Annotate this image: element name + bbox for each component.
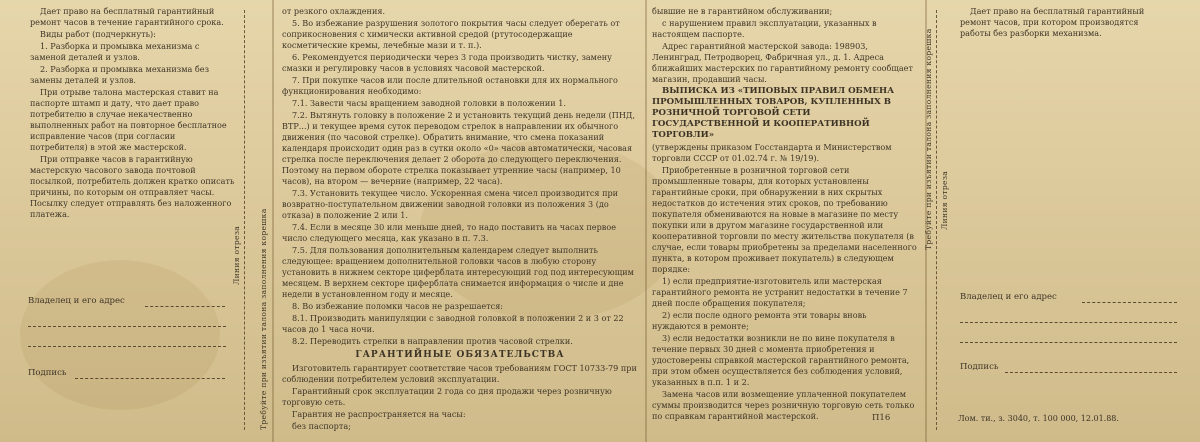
- owner-field-line: [28, 346, 226, 348]
- signature-field-line: [1005, 372, 1177, 374]
- owner-field-line: [28, 326, 226, 328]
- cut-line: [244, 10, 245, 430]
- owner-field-line: [960, 322, 1177, 324]
- owner-label: Владелец и его адрес: [28, 296, 125, 306]
- rules-heading: ВЫПИСКА ИЗ «ТИПОВЫХ ПРАВИЛ ОБМЕНА ПРОМЫШЛЕННЫХ ТОВАРОВ, КУПЛЕННЫХ В РОЗНИЧНОЙ ТОРГОВОЙ СЕТИ ГОСУДАРСТВЕННОЙ И КООПЕРАТИВНОЙ ТОРГОВЛИ»: [652, 86, 895, 140]
- owner-field-line: [960, 342, 1177, 344]
- owner-label: Владелец и его адрес: [960, 292, 1057, 302]
- paragraph: 7.4. Если в месяце 30 или меньше дней, то надо поставить на часах первое число следующего месяца, как указано в п. 7.3.: [282, 222, 616, 243]
- paragraph: 5. Во избежание разрушения золотого покрытия часы следует оберегать от соприкосновения с химически активной средой (ртутосодержащие косметические кремы, лечебные мази и т. п.).: [282, 18, 620, 50]
- stub-note: Требуйте при изъятии талона заполнения корешка: [259, 208, 268, 430]
- paragraph: 2. Разборка и промывка механизма без замены деталей и узлов.: [30, 64, 209, 85]
- paragraph: При отправке часов в гарантийную мастерскую часового завода почтовой посылкой, потребитель должен кратко описать причины, по которым он отправляет часы. Посылку следует отправлять без наложенного платежа.: [30, 154, 235, 219]
- paragraph: 1. Разборка и промывка механизма с заменой деталей и узлов.: [30, 41, 200, 62]
- warranty-section: [282, 347, 638, 439]
- signature-label: Подпись: [28, 368, 67, 378]
- paragraph: Гарантия не распространяется на часы:: [292, 409, 466, 419]
- paragraph: Дает право на бесплатный гарантийный ремонт часов в течение гарантийного срока.: [30, 6, 224, 27]
- fold-line: [645, 0, 647, 442]
- paragraph: без паспорта;: [292, 421, 351, 431]
- owner-field-line: [1082, 302, 1177, 304]
- paragraph: бывшие не в гарантийном обслуживании;: [652, 6, 833, 16]
- print-info: Лом. ти., з. 3040, т. 100 000, 12.01.88.: [958, 414, 1119, 423]
- stub-note: Требуйте при изъятии талона заполнения корешка: [924, 28, 933, 250]
- paragraph: При отрыве талона мастерская ставит на паспорте штамп и дату, что дает право потребителю в случае некачественно выполненных работ на повторное бесплатное исправление часов (при согласии потребителя) в этой же мастерской.: [30, 87, 227, 152]
- paragraph: 7.5. Для пользования дополнительным календарем следует выполнить следующее: вращением дополнительной головки часов в любую сторону установить в нижнем секторе циферблата интересующий год под интересующим месяцем. В верхнем секторе циферблата снимается информация о числе и дне недели в установленном году и месяце.: [282, 245, 634, 299]
- paragraph: 3) если недостатки возникли не по вине покупателя в течение первых 30 дней с момента приобретения и удостоверены справкой мастерской гарантийного ремонта, при этом обмен осуществляется без соблюдения условий, указанных в п.п. 1 и 2.: [652, 333, 910, 387]
- far-right-panel-text: [960, 6, 1170, 66]
- cut-line: [936, 10, 937, 430]
- paragraph: 7.1. Завести часы вращением заводной головки в положении 1.: [292, 98, 566, 108]
- owner-field-line: [145, 306, 225, 308]
- warranty-title: ГАРАНТИЙНЫЕ ОБЯЗАТЕЛЬСТВА: [355, 350, 565, 360]
- paragraph: 6. Рекомендуется периодически через 3 года производить чистку, замену смазки и регулировку часов в условиях часовой мастерской.: [282, 52, 612, 73]
- paragraph: Изготовитель гарантирует соответствие часов требованиям ГОСТ 10733-79 при соблюдении потребителем условий эксплуатации.: [282, 363, 637, 384]
- paragraph: 1) если предприятие-изготовитель или мастерская гарантийного ремонта не устранит недостатки в течение 7 дней после обращения покупателя;: [652, 276, 908, 308]
- center-panel-text: [282, 6, 638, 346]
- paragraph: 7.3. Установить текущее число. Ускоренная смена чисел производится при возвратно-поступательном движении заводной головки из положения 3 (до отказа) в положение 2 или 1.: [282, 188, 619, 220]
- paragraph: Адрес гарантийной мастерской завода: 198903, Ленинград, Петродворец, Фабричная ул., д. 1. Адреса ближайших мастерских по гарантийному ремонту сообщает магазин, продавший часы.: [652, 41, 913, 84]
- paragraph: Приобретенные в розничной торговой сети промышленные товары, для которых установлены гарантийные сроки, при обнаружении в них скрытых недостатков до истечения этих сроков, по требованию покупателя обмениваются на новые в магазине по месту покупки или в другом магазине государственной или кооперативной торговли по месту жительства покупателя (в случае, если товары приобретены за пределами населенного пункта, в котором проживает покупатель) в следующем порядке:: [652, 165, 917, 274]
- fold-line: [272, 0, 274, 442]
- paragraph: 8.2. Переводить стрелки в направлении против часовой стрелки.: [292, 336, 573, 346]
- paragraph: Дает право на бесплатный гарантийный ремонт часов, при котором производятся работы без разборки механизма.: [960, 6, 1145, 38]
- paragraph: 2) если после одного ремонта эти товары вновь нуждаются в ремонте;: [652, 310, 867, 331]
- cut-line-label: Линия отреза: [232, 225, 241, 285]
- signature-field-line: [75, 378, 225, 380]
- paragraph: Виды работ (подчеркнуть):: [40, 29, 156, 39]
- paragraph: Замена часов или возмещение уплаченной покупателем суммы производится через розничную торговую сеть только по справкам гарантийной мастерской.: [652, 389, 915, 421]
- cut-line-label: Линия отреза: [940, 170, 949, 230]
- paragraph: от резкого охлаждения.: [282, 6, 386, 16]
- paragraph: с нарушением правил эксплуатации, указанных в настоящем паспорте.: [652, 18, 877, 39]
- left-panel-text: [30, 6, 235, 236]
- paragraph: 7.2. Вытянуть головку в положение 2 и установить текущий день недели (ПНД, ВТР...) и текущее время суток переводом стрелок в направлении их обычного движения (по часовой стрелке). Обратить внимание, что смена показаний календаря происходит один раз в сутки около «0» часов автоматически, часовая стрелка после переключения делает 2 оборота до следующего переключения. Поэтому на первом обороте стрелка показывает утренние часы (например, 10 часов), на втором — вечерние (например, 22 часа).: [282, 110, 636, 186]
- paper-stain: [20, 260, 220, 410]
- paragraph: 7. При покупке часов или после длительной остановки для их нормального функционирования необходимо:: [282, 75, 618, 96]
- paragraph: Гарантийный срок эксплуатации 2 года со дня продажи через розничную торговую сеть.: [282, 386, 612, 407]
- page-number: П16: [872, 413, 891, 423]
- paragraph: 8.1. Производить манипуляции с заводной головкой в положении 2 и 3 от 22 часов до 1 часа ночи.: [282, 313, 624, 334]
- paragraph: 8. Во избежание поломки часов не разрешается:: [292, 301, 504, 311]
- signature-label: Подпись: [960, 362, 999, 372]
- right-panel-text: [652, 6, 917, 426]
- rules-heading-tail: (утверждены приказом Госстандарта и Министерством торговли СССР от 01.02.74 г. № 19/19).: [652, 142, 892, 163]
